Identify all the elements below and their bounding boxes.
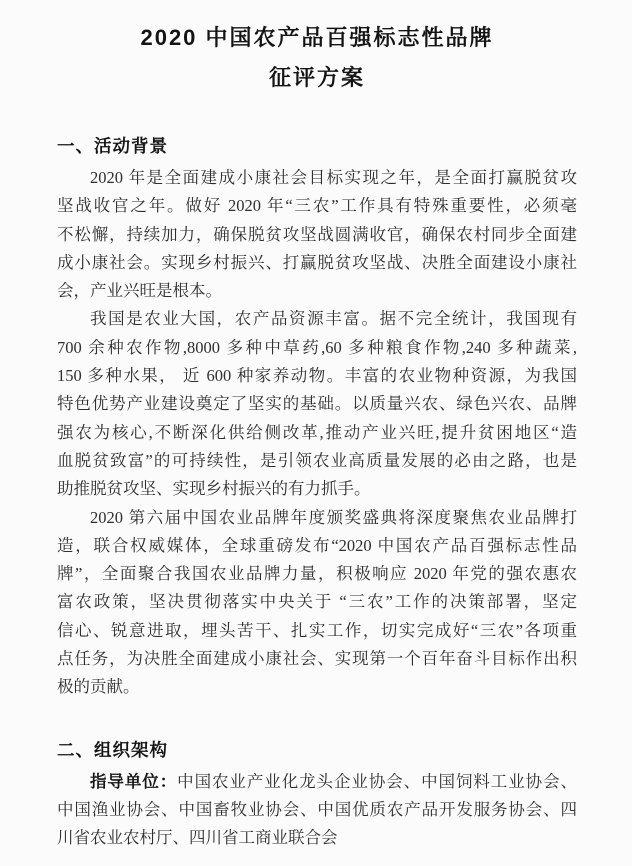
paragraph-line: 2020 第六届中国农业品牌年度颁奖盛典将深度聚焦农业品牌打	[90, 507, 577, 527]
paragraph-line: 2020 年是全面建成小康社会目标实现之年，是全面打赢脱贫攻	[90, 168, 577, 187]
paragraph-line: 牌”，全面聚合我国农业品牌力量，积极响应 2020 年党的强农惠农	[57, 564, 577, 584]
document-body	[57, 132, 577, 853]
paragraph-line: 会，产业兴旺是根本。	[57, 281, 222, 301]
paragraph	[57, 504, 577, 702]
paragraph-line: 血脱贫致富”的可持续性，是引领农业高质量发展的必由之路，也是	[57, 450, 577, 470]
paragraph-line: 极的贡献。	[57, 677, 140, 697]
paragraph-line: 造，联合权威媒体，全球重磅发布“2020 中国农产品百强标志性品	[57, 535, 577, 555]
paragraph	[57, 164, 577, 305]
paragraph-line: 信心、锐意进取，埋头苦干、扎实工作，切实完成好“三农”各项重	[57, 620, 577, 640]
paragraph-line: 强农为核心,不断深化供给侧改革,推动产业兴旺,提升贫困地区“造	[57, 422, 577, 442]
paragraph-line: 特色优势产业建设奠定了坚实的基础。以质量兴农、绿色兴农、品牌	[57, 394, 577, 414]
paragraph-lead-label: 指导单位：	[90, 772, 178, 791]
paragraph-line: 中国渔业协会、中国畜牧业协会、中国优质农产品开发服务协会、四	[57, 799, 577, 819]
paragraph-line: 成小康社会。实现乡村振兴、打赢脱贫攻坚战、决胜全面建设小康社	[57, 252, 577, 272]
paragraph-line: 我国是农业大国，农产品资源丰富。据不完全统计，我国现有	[90, 309, 577, 329]
paragraph	[57, 305, 577, 503]
document-title-line-1: 2020 中国农产品百强标志性品牌	[140, 25, 494, 50]
section-heading-1: 一、活动背景	[57, 136, 168, 156]
paragraph-line: 坚战收官之年。做好 2020 年“三农”工作具有特殊重要性，必须毫	[57, 196, 577, 216]
paragraph	[57, 768, 577, 853]
paragraph-line: 川省农业农村厅、四川省工商业联合会	[57, 828, 338, 848]
section-heading-2: 二、组织架构	[57, 739, 168, 760]
paragraph-line: 助推脱贫攻坚、实现乡村振兴的有力抓手。	[57, 479, 371, 499]
paragraph-line: 指导单位：中国农业产业化龙头企业协会、中国饲料工业协会、	[90, 771, 578, 791]
paragraph-line: 富农政策，坚决贯彻落实中央关于 “三农”工作的决策部署，坚定	[57, 592, 577, 612]
paragraph-line: 150 多种水果， 近 600 种家养动物。丰富的农业物种资源，为我国	[57, 366, 577, 386]
document-title-line-2: 征评方案	[268, 65, 365, 90]
paragraph-line: 点任务，为决胜全面建成小康社会、实现第一个百年奋斗目标作出积	[57, 649, 577, 669]
document-title	[57, 18, 577, 98]
paragraph-line: 700 余种农作物,8000 多种中草药,60 多种粮食作物,240 多种蔬菜,	[57, 337, 577, 357]
paragraph-line: 不松懈，持续加力，确保脱贫攻坚战圆满收官，确保农村同步全面建	[57, 224, 577, 244]
